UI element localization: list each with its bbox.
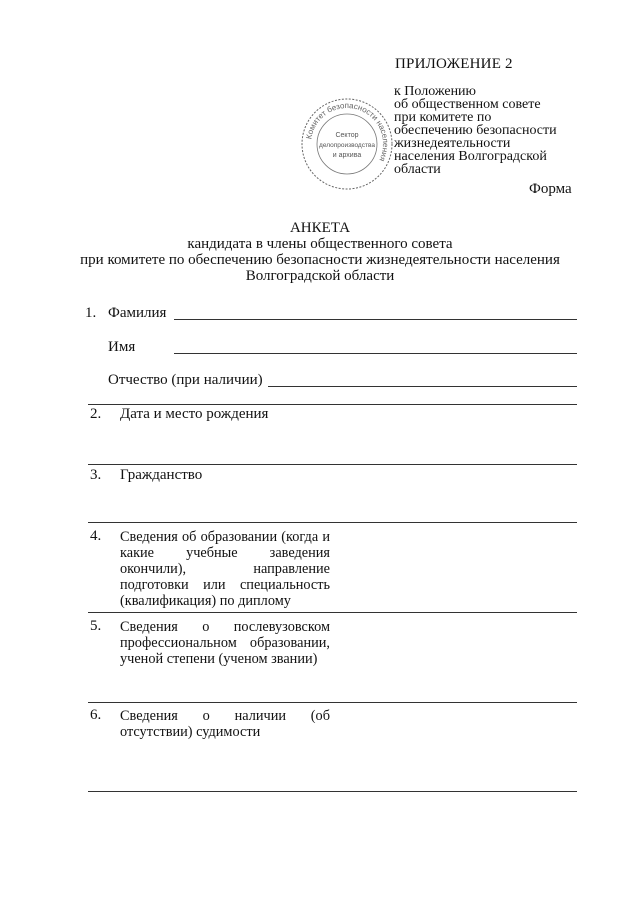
title-heading: АНКЕТА xyxy=(289,220,351,236)
stamp-center-line: и архива xyxy=(332,152,362,159)
regulation-reference xyxy=(394,85,557,176)
section-number: 5. xyxy=(90,618,102,634)
regulation-line: об общественном совете xyxy=(394,97,541,112)
stamp-center-line: делопроизводства xyxy=(319,142,375,149)
regulation-line: к Положению xyxy=(394,84,477,99)
first-name-label: Имя xyxy=(108,339,136,355)
document-title xyxy=(0,220,640,284)
stamp-ring-text: Комитет безопасности населения xyxy=(304,100,391,163)
regulation-line: жизнедеятельности xyxy=(394,136,511,151)
surname-input-line[interactable] xyxy=(174,319,577,320)
form-label: Форма xyxy=(529,181,572,197)
section-number: 6. xyxy=(90,707,102,723)
section-divider xyxy=(88,404,577,405)
section-text: Сведения о послевузовском профессиональном образовании, ученой степени (ученом звании) xyxy=(120,619,330,667)
item-number: 1. xyxy=(85,305,97,321)
section-text: Сведения об образовании (когда и какие учебные заведения окончили), направление подготовки или специальность (квалификация) по диплому xyxy=(120,529,330,609)
section-number: 2. xyxy=(90,406,102,422)
first-name-input-line[interactable] xyxy=(174,353,577,354)
patronymic-label: Отчество (при наличии) xyxy=(108,372,263,388)
regulation-line: области xyxy=(394,162,441,177)
title-line: при комитете по обеспечению безопасности жизнедеятельности населения xyxy=(80,252,560,268)
section-text: Сведения о наличии (об отсутствии) судимости xyxy=(120,708,330,740)
surname-label: Фамилия xyxy=(108,305,167,321)
section-text: Дата и место рождения xyxy=(120,406,269,422)
section-number: 4. xyxy=(90,528,102,544)
title-line: кандидата в члены общественного совета xyxy=(187,236,453,252)
section-answer-line[interactable] xyxy=(88,464,577,465)
title-line: Волгоградской области xyxy=(245,268,395,284)
appendix-title: ПРИЛОЖЕНИЕ 2 xyxy=(395,56,513,72)
section-text: Гражданство xyxy=(120,467,203,483)
section-answer-line[interactable] xyxy=(88,702,577,703)
section-answer-line[interactable] xyxy=(88,791,577,792)
section-answer-line[interactable] xyxy=(88,522,577,523)
stamp-center-line: Сектор xyxy=(335,132,359,139)
section-number: 3. xyxy=(90,467,102,483)
official-stamp xyxy=(300,97,394,191)
patronymic-input-line[interactable] xyxy=(268,386,577,387)
regulation-line: обеспечению безопасности xyxy=(394,123,557,138)
regulation-line: при комитете по xyxy=(394,110,492,125)
regulation-line: населения Волгоградской xyxy=(394,149,547,164)
section-answer-line[interactable] xyxy=(88,612,577,613)
